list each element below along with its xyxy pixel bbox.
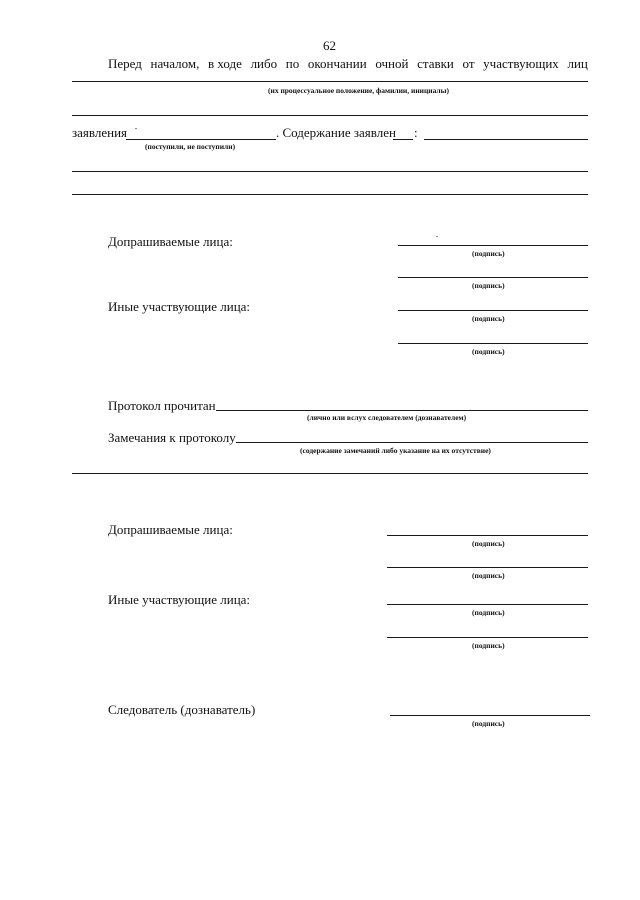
intro-word: началом, bbox=[150, 56, 200, 71]
signature-caption-2a: (подпись) bbox=[472, 539, 505, 548]
signature-line-2c[interactable] bbox=[387, 604, 588, 605]
signature-caption-1b: (подпись) bbox=[472, 281, 505, 290]
persons-line-1[interactable] bbox=[72, 81, 588, 82]
intro-word: по bbox=[285, 56, 300, 71]
interrogated-label-2: Допрашиваемые лица: bbox=[108, 522, 233, 537]
signature-caption-2c: (подпись) bbox=[472, 608, 505, 617]
signature-caption-1a: (подпись) bbox=[472, 249, 505, 258]
statements-content-field[interactable] bbox=[424, 139, 588, 140]
intro-word: ставки bbox=[417, 56, 454, 71]
remarks-field[interactable] bbox=[236, 442, 588, 443]
protocol-read-field[interactable] bbox=[216, 410, 588, 411]
statements-content-gap[interactable] bbox=[393, 139, 413, 140]
signature-line-2b[interactable] bbox=[387, 567, 588, 568]
others-label-1: Иные участвующие лица: bbox=[108, 299, 251, 314]
intro-word: от bbox=[462, 56, 475, 71]
signature-line-1c[interactable] bbox=[398, 310, 588, 311]
protocol-read-label: Протокол прочитан bbox=[108, 398, 216, 413]
content-line-2[interactable] bbox=[72, 194, 588, 195]
intro-line bbox=[108, 56, 588, 72]
signature-caption-2d: (подпись) bbox=[472, 641, 505, 650]
protocol-read-caption: (лично или вслух следователем (дознавателем) bbox=[307, 413, 467, 422]
remarks-line-2[interactable] bbox=[72, 473, 588, 474]
statements-label: заявления bbox=[72, 125, 128, 140]
speck bbox=[436, 236, 438, 237]
statements-content-colon: : bbox=[414, 125, 418, 140]
statements-field[interactable] bbox=[126, 139, 276, 140]
investigator-label: Следователь (дознаватель) bbox=[108, 702, 256, 717]
persons-caption: (их процессуальное положение, фамилии, инициалы) bbox=[268, 86, 449, 95]
others-label-2: Иные участвующие лица: bbox=[108, 592, 251, 607]
intro-word: в ходе bbox=[208, 56, 242, 71]
persons-line-2[interactable] bbox=[72, 115, 588, 116]
intro-word: либо bbox=[250, 56, 278, 71]
intro-word: окончании bbox=[307, 56, 367, 71]
intro-word: очной bbox=[375, 56, 409, 71]
signature-line-1a[interactable] bbox=[398, 245, 588, 246]
interrogated-label-1: Допрашиваемые лица: bbox=[108, 234, 233, 249]
intro-word: Перед bbox=[108, 56, 142, 71]
remarks-caption: (содержание замечаний либо указание на их отсутствие) bbox=[300, 446, 491, 455]
remarks-label: Замечания к протоколу bbox=[108, 430, 236, 445]
intro-word: участвующих bbox=[483, 56, 559, 71]
page-number: 62 bbox=[323, 38, 336, 53]
signature-line-2d[interactable] bbox=[387, 637, 588, 638]
signature-caption-1c: (подпись) bbox=[472, 314, 505, 323]
speck bbox=[135, 128, 137, 129]
signature-line-2a[interactable] bbox=[387, 535, 588, 536]
intro-word: лиц bbox=[567, 56, 588, 71]
investigator-signature-line[interactable] bbox=[390, 715, 590, 716]
signature-line-1b[interactable] bbox=[398, 277, 588, 278]
signature-line-1d[interactable] bbox=[398, 343, 588, 344]
statements-caption: (поступили, не поступили) bbox=[145, 142, 236, 151]
investigator-signature-caption: (подпись) bbox=[472, 719, 505, 728]
signature-caption-1d: (подпись) bbox=[472, 347, 505, 356]
statements-content-label: . Содержание заявлен bbox=[276, 125, 396, 140]
signature-caption-2b: (подпись) bbox=[472, 571, 505, 580]
content-line-1[interactable] bbox=[72, 171, 588, 172]
